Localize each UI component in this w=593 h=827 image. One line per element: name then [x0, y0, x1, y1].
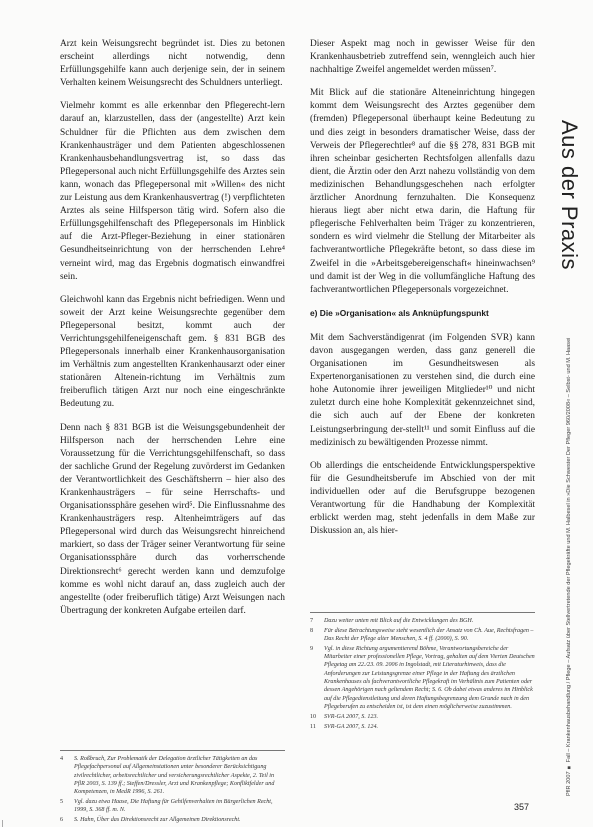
right-column	[310, 38, 535, 548]
footnote-text: Vgl. in diese Richtung argumentierend Böhme, Verantwortungsbereiche der Mitarbeiter einer professionellen Pflege, Vortrag, gehalten auf dem Vierten Deutschen Pflegetag am 22./23. 09. 2006 in Ingolstadt, mit Literaturhinweis, dass die Anforderungen zur Leistungsgrenze einer Pflege in der Haftung des ärztlichen Krankenhauses als fachverantwortliche Pflegekraft im Verhältnis zum Patienten oder dessen Angehörigen nach geltendem Recht; S. 6. Ob dabei etwas anderes im Hinblick auf die Pflegedienstleitung und deren Haftungsbegrenzung dem Grunde nach in den Pflegeberufen zu entscheiden ist, ist dem einen möglicherweise zuzustimmen.	[324, 645, 535, 710]
footnote	[60, 755, 285, 796]
page-edge-mark	[2, 820, 3, 827]
paragraph: Gleichwohl kann das Ergebnis nicht befriedigen. Wenn und soweit der Arzt keine Weisungsrechte gegenüber dem Pflegepersonal besitzt, kommt auch der Verrichtungsgehilfeneigenschaft gem. § 831 BGB des Pflegepersonals innerhalb einer Krankenhausorganisation im Verhältnis zum angestellten Krankenhausarzt oder einer stationären Altenein-richtung im Verhältnis zum freiberuflich tätigen Arzt nur noch eine eingeschränkte Bedeutung zu.	[60, 294, 285, 410]
paragraph: Arzt kein Weisungsrecht begründet ist. Dies zu betonen erscheint allerdings nicht notwendig, denn Erfüllungsgehilfe kann auch derjenige sein, der in seinem Verhalten keinem Weisungsrecht des Schuldners unterliegt.	[60, 39, 285, 89]
footnote-number: 9	[310, 645, 314, 652]
footnote	[310, 617, 535, 625]
footnote-number: 7	[310, 618, 314, 624]
footnote-number: 5	[60, 798, 64, 805]
paragraph: Mit Blick auf die stationäre Alteneinrichtung hingegen kommt dem Weisungsrecht des Arztes gegenüber dem (fremden) Pflegepersonal überhaupt keine Bedeutung zu und dies zeigt in besonders dramatischer Weise, dass der Verweis der Pflegerechtler⁸ auf die §§ 278, 831 BGB mit ihren scheinbar gesicherten Rechtsfolgen allenfalls dazu dient, die Ärztin oder den Arzt nahezu vollständig von dem medizinischen Behandlungsgeschehen nach erfolgter ärztlicher Anordnung fernzuhalten. Die Konsequenz hieraus liegt aber nicht etwa darin, die Haftung für pflegerische Fehlverhalten beim Träger zu konzentrieren, sondern es wird vielmehr die Stellung der Mitarbeiter als fachverantwortliche Pflegekräfte betont, so dass diese im Zweifel in die »Arbeitsgebereigenschaft« hineinwachsen⁹ und damit ist der Weg in die vollumfängliche Haftung des fachverantwortlichen Pflegepersonals vorgezeichnet.	[310, 88, 535, 295]
footnote-number: 4	[60, 756, 64, 762]
footnote	[60, 798, 285, 815]
footnote	[310, 645, 535, 711]
footnote-text: Für diese Betrachtungsweise steht wesentlich der Ansatz von Ch. Aue, Rechtsfragen – Das Recht der Pflege alter Menschen, S. 4 ff. (2000), S. 90.	[324, 627, 534, 643]
section-heading: e) Die »Organisation« als Anknüpfungspunkt	[310, 307, 489, 318]
footnote-text: SVR-GA 2007, S. 123.	[324, 713, 379, 720]
footnote-text: SVR-GA 2007, S. 124.	[324, 723, 379, 730]
footnote	[60, 816, 285, 824]
footnote-text: S. Hahn, Über das Direktionsrecht zur Allgemeinen Direktionsrecht.	[74, 817, 241, 824]
paragraph: Vielmehr kommt es alle erkennbar den Pflegerecht-lern darauf an, klarzustellen, dass der (angestellte) Arzt kein Schuldner für die Pflichten aus dem zwischen dem Krankenhausträger und dem Patienten abgeschlossenen Krankenhausbehandlungsvertrag ist, so dass das Pflegepersonal auch nicht Erfüllungsgehilfe des Arztes sein kann, wonach das Pflegepersonal mit »Willen« des nicht zur Leistung aus dem Krankenhausvertrag (!) verpflichteten Arztes als seine Hilfsperson tätig wird. Sofern also die Erfüllungsgehilfenschaft des Pflegepersonals im Hinblick auf die Arzt-Pfleger-Beziehung in einer stationären Gesundheitseinrichtung von der herrschenden Lehre⁴ verneint wird, mag das Ergebnis dogmatisch einwandfrei sein.	[60, 101, 285, 282]
left-column	[60, 38, 285, 628]
footnote	[310, 713, 535, 721]
page-number: 357	[514, 802, 530, 812]
right-footnotes	[310, 612, 535, 732]
citation-note: PflR 2007 ■ Fall – Krankenhausbehandlung / Pflege – Aufsatz über Stellvertretende der Pflegekräfte und M. Halbesel in »Die Schwester Der Pfleger 960/2008« – Selbst- und M. Haasei	[566, 337, 572, 796]
footnote-number: 6	[60, 817, 64, 824]
footnote-text: S. Roßbruch, Zur Problematik der Delegation ärztlicher Tätigkeiten an das Pflegefachpersonal auf Allgemeinstationen unter besonderer Berücksichtigung zivilrechtlicher, arbeitsrechtlicher und versicherungsrechtlicher Aspekte, 2. Teil in PflR 2003, S. 139 ff.; Steffen/Dressler, Arzt und Krankenpflege; Konfliktfelder und Kompetenzen, in MedR 1996, S. 261.	[74, 756, 275, 796]
footnote-number: 8	[310, 627, 314, 634]
footnote	[310, 723, 535, 731]
section-title: Aus der Praxis	[557, 119, 582, 270]
paragraph: Mit dem Sachverständigenrat (im Folgenden SVR) kann davon ausgegangen werden, dass ganz generell die Organisationen im Gesundheitswesen als Expertenorganisationen zu verstehen sind, die durch eine hohe Autonomie ihrer jeweiligen Mitglieder¹⁰ und nicht zuletzt durch eine hohe Komplexität gekennzeichnet sind, die sich auch auf der Ebene der konkreten Leistungserbringung der-stellt¹¹ und somit Einfluss auf die medizinisch zu bewältigenden Prozesse nimmt.	[310, 332, 535, 448]
left-footnotes	[60, 750, 285, 826]
footnote-text: Dazu weiter unten mit Blick auf die Entwicklungen des BGH.	[324, 618, 474, 624]
paragraph: Dieser Aspekt mag noch in gewisser Weise für den Krankenhausbetrieb zutreffend sein, wenngleich auch hier nachhaltige Zweifel angemeldet werden müssen⁷.	[310, 39, 535, 76]
paragraph: Ob allerdings die entscheidende Entwicklungsperspektive für die Gesundheitsberufe im Abschied von der mit individuellen oder auf die Berufsgruppe bezogenen Verantwortung für die Handhabung der Komplexität erblickt werden mag, steht jedenfalls in dem Maße zur Diskussion an, als hier-	[310, 460, 535, 537]
paragraph: Denn nach § 831 BGB ist die Weisungsgebundenheit der Hilfsperson nach der herrschenden Lehre eine Voraussetzung für die Verrichtungsgehilfenschaft, so dass der sachliche Grund der Regelung zuvörderst im Gedanken der Verantwortlichkeit des Geschäftsherrn – hier also des Krankenhausträgers – für seine Herrschafts- und Organisationssphäre gesehen wird⁵. Die Einflussnahme des Krankenhausträgers resp. Altenheimträgers auf das Pflegepersonal wird durch das Weisungsrecht hinreichend markiert, so dass der Träger seiner Verantwortung für seine Organisationssphäre durch das vorherrschende Direktionsrecht⁶ gerecht werden kann und demzufolge komme es wohl nicht darauf an, dass zugleich auch der angestellte (oder freiberuflich tätige) Arzt Weisungen nach Übertragung der konkreten Aufgabe erteilen darf.	[60, 422, 285, 616]
footnote-number: 11	[310, 723, 316, 730]
footnote-text: Vgl. dazu etwa Haase, Die Haftung für Gehilfenverhalten im Bürgerlichen Recht, 1999, S. 368 ff. m. N.	[74, 798, 273, 814]
footnote	[310, 627, 535, 644]
footnote-number: 10	[310, 713, 317, 720]
